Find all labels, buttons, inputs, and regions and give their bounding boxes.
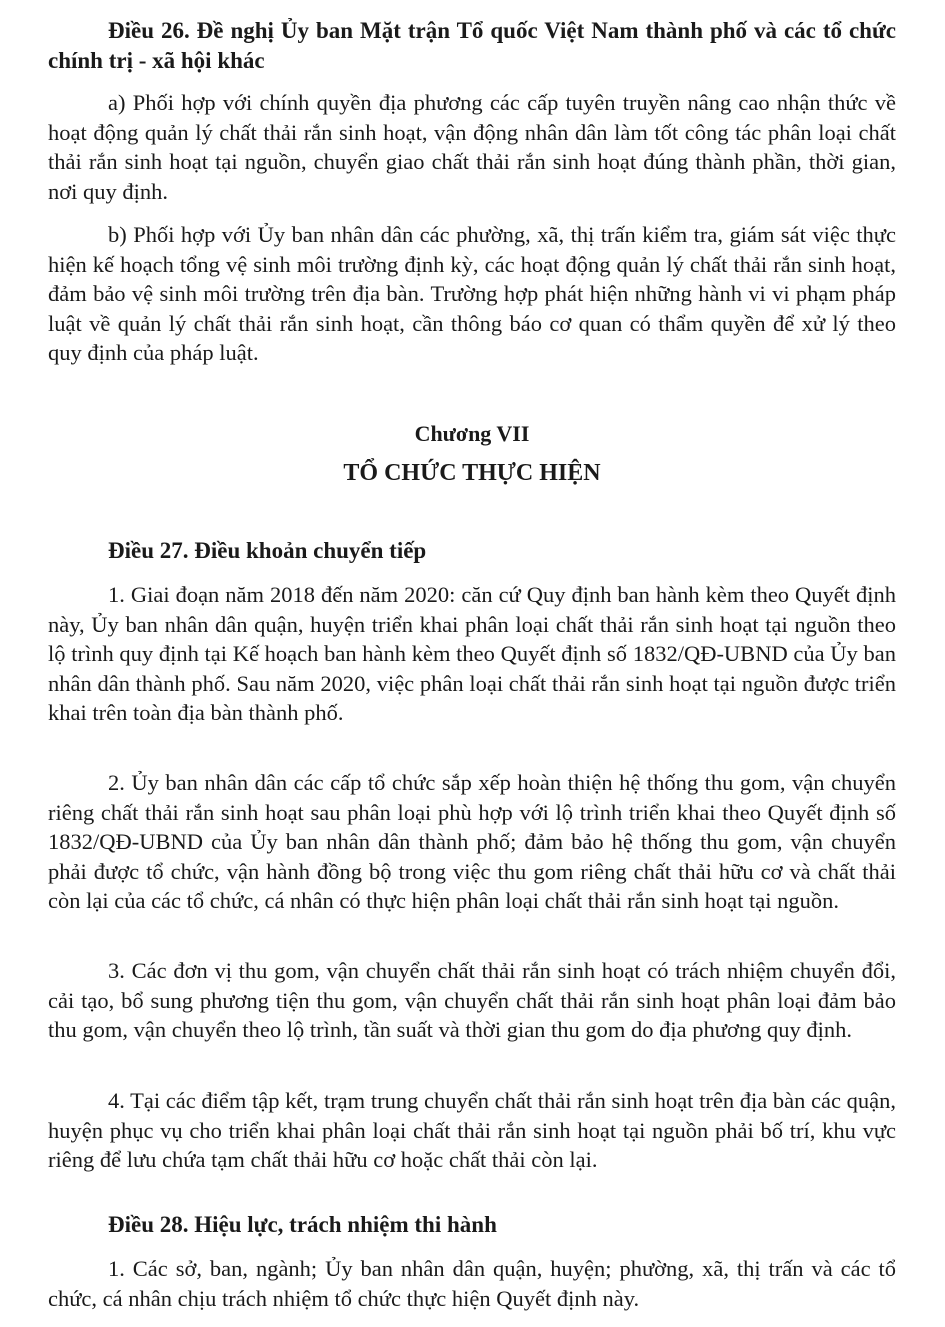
- chapter-title: TỔ CHỨC THỰC HIỆN: [343, 460, 601, 486]
- article-27: [48, 536, 896, 566]
- article-27-heading: Điều 27. Điều khoản chuyển tiếp: [108, 538, 427, 563]
- article-26-paragraph-a: [48, 88, 896, 206]
- article-28-heading: Điều 28. Hiệu lực, trách nhiệm thi hành: [108, 1212, 497, 1237]
- article-26: [48, 16, 896, 76]
- paragraph-1: 1. Giai đoạn năm 2018 đến năm 2020: căn cứ Quy định ban hành kèm theo Quyết định này, Ủy ban nhân dân quận, huyện triển khai phân loại chất thải rắn sinh hoạt tại nguồn theo lộ trình quy định tại Kế hoạch ban hành kèm theo Quyết định số 1832/QĐ-UBND của Ủy ban nhân dân thành phố. Sau năm 2020, việc phân loại chất thải rắn sinh hoạt tại nguồn được triển khai trên toàn địa bàn thành phố.: [48, 582, 896, 725]
- paragraph-a: a) Phối hợp với chính quyền địa phương các cấp tuyên truyền nâng cao nhận thức về hoạt động quản lý chất thải rắn sinh hoạt, vận động nhân dân làm tốt công tác phân loại chất thải rắn sinh hoạt tại nguồn, chuyển giao chất thải rắn sinh hoạt đúng thành phần, thời gian, nơi quy định.: [48, 90, 896, 204]
- article-26-paragraph-b: [48, 220, 896, 368]
- paragraph-b: b) Phối hợp với Ủy ban nhân dân các phường, xã, thị trấn kiểm tra, giám sát việc thực hiện kế hoạch tổng vệ sinh môi trường định kỳ, các hoạt động quản lý chất thải rắn sinh hoạt, đảm bảo vệ sinh môi trường trên địa bàn. Trường hợp phát hiện những hành vi vi phạm pháp luật về quản lý chất thải rắn sinh hoạt, cần thông báo cơ quan có thẩm quyền để xử lý theo quy định của pháp luật.: [48, 222, 896, 365]
- article-27-paragraph-1: [48, 580, 896, 728]
- article-28-para-1: 1. Các sở, ban, ngành; Ủy ban nhân dân quận, huyện; phường, xã, thị trấn và các tổ chức, cá nhân chịu trách nhiệm tổ chức thực hiện Quyết định này.: [48, 1256, 896, 1311]
- article-27-paragraph-4: [48, 1086, 896, 1175]
- article-26-heading: Điều 26. Đề nghị Ủy ban Mặt trận Tổ quốc Việt Nam thành phố và các tổ chức chính trị - xã hội khác: [48, 18, 896, 73]
- chapter-label: Chương VII: [414, 421, 530, 446]
- paragraph-3: 3. Các đơn vị thu gom, vận chuyển chất thải rắn sinh hoạt có trách nhiệm chuyển đổi, cải tạo, bổ sung phương tiện thu gom, vận chuyển chất thải rắn sinh hoạt phân loại đảm bảo thu gom, vận chuyển theo lộ trình, tần suất và thời gian thu gom do địa phương quy định.: [48, 958, 896, 1042]
- article-28-paragraph-1: [48, 1254, 896, 1313]
- article-27-paragraph-3: [48, 956, 896, 1045]
- article-28: [48, 1210, 896, 1240]
- paragraph-4: 4. Tại các điểm tập kết, trạm trung chuyển chất thải rắn sinh hoạt trên địa bàn các quận, huyện phục vụ cho triển khai phân loại chất thải rắn sinh hoạt tại nguồn phải bố trí, khu vực riêng để lưu chứa tạm chất thải hữu cơ hoặc chất thải còn lại.: [48, 1088, 896, 1172]
- paragraph-2: 2. Ủy ban nhân dân các cấp tổ chức sắp xếp hoàn thiện hệ thống thu gom, vận chuyển riêng chất thải rắn sinh hoạt sau phân loại phù hợp với lộ trình triển khai theo Quyết định số 1832/QĐ-UBND của Ủy ban nhân dân thành phố; đảm bảo hệ thống thu gom, vận chuyển phải được tổ chức, vận hành đồng bộ trong việc thu gom riêng chất thải hữu cơ và chất thải còn lại của các tổ chức, cá nhân có thực hiện phân loại chất thải rắn sinh hoạt tại nguồn.: [48, 770, 896, 913]
- article-27-paragraph-2: [48, 768, 896, 916]
